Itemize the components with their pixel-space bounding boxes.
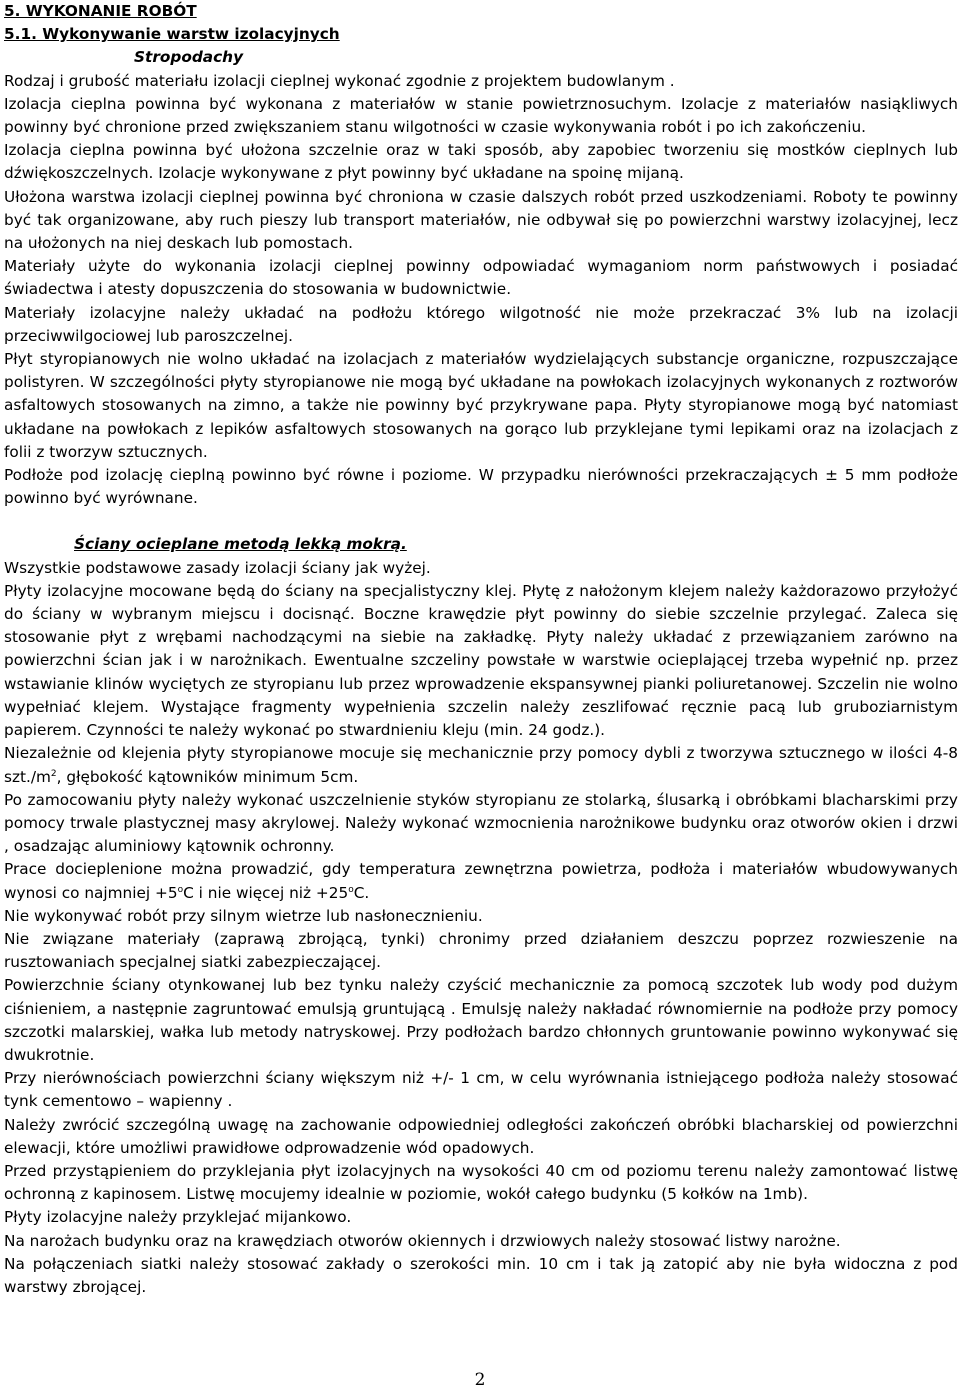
paragraph: Izolacja cieplna powinna być ułożona szczelnie oraz w taki sposób, aby zapobiec tworzeniu się mostków cieplnych lub dźwiękoszczelnych. Izolacje wykonywane z płyt powinny być układane na spoinę mijaną.: [4, 141, 958, 183]
part2-heading: Ściany ocieplane metodą lekką mokrą.: [74, 535, 407, 554]
text-run: C.: [353, 883, 370, 902]
paragraph: Na narożach budynku oraz na krawędziach otworów okiennych i drzwiowych należy stosować listwy narożne.: [4, 1231, 841, 1250]
text-run: Niezależnie od klejenia płyty styropianowe mocuje się mechanicznie przy pomocy dybli z tworzywa sztucznego w ilości 4-8 szt./m: [4, 744, 958, 786]
paragraph: [4, 742, 958, 788]
paragraph: Nie związane materiały (zaprawą zbrojącą, tynki) chronimy przed działaniem deszczu poprzez rozwieszenie na rusztowaniach specjalnej siatki zabezpieczającej.: [4, 929, 958, 972]
paragraph: Płyt styropianowych nie wolno układać na izolacjach z materiałów wydzielających substancje organiczne, rozpuszczające polistyren. W szczególności płyty styropianowe nie mogą być układane na powłokach izolacyjnych wykonanych z roztworów asfaltowych stosowanych na zimno, a także nie powinny być przykrywane papa. Płyty styropianowe mogą być natomiast układane na powłokach z lepików asfaltowych stosowanych na gorąco lub przyklejane tymi lepikami oraz na izolacjach z folii z tworzyw sztucznych.: [4, 350, 958, 461]
page-number: 2: [474, 1370, 486, 1390]
text-run: C i nie więcej niż +25: [183, 883, 349, 902]
paragraph: [4, 858, 958, 904]
paragraph: Ułożona warstwa izolacji cieplnej powinna być chroniona w czasie dalszych robót przed uszkodzeniami. Roboty te powinny być tak organizowane, aby ruch pieszy lub transport materiałów, nie odbywał się po powierzchni warstwy izolacyjnej, lecz na ułożonych na niej deskach lub pomostach.: [4, 187, 958, 253]
paragraph: Należy zwrócić szczególną uwagę na zachowanie odpowiedniej odległości zakończeń obróbki blacharskiej od powierzchni elewacji, które umożliwi prawidłowe odprowadzenie wód opadowych.: [4, 1115, 958, 1157]
superscript: 2: [50, 768, 57, 779]
superscript: o: [177, 884, 184, 895]
section-title: 5. WYKONANIE ROBÓT: [4, 2, 197, 20]
superscript: o: [348, 884, 354, 895]
paragraph: Nie wykonywać robót przy silnym wietrze lub nasłonecznieniu.: [4, 906, 483, 925]
section-subtitle: 5.1. Wykonywanie warstw izolacyjnych: [4, 25, 340, 44]
paragraph: Podłoże pod izolację cieplną powinno być równe i poziome. W przypadku nierówności przekraczających ± 5 mm podłoże powinno być wyrównane.: [4, 466, 958, 508]
paragraph: Na połączeniach siatki należy stosować zakłady o szerokości min. 10 cm i tak ją zatopić aby nie była widoczna z pod warstwy zbrojącej.: [4, 1254, 958, 1296]
paragraph: Po zamocowaniu płyty należy wykonać uszczelnienie styków styropianu ze stolarką, ślusarką i obróbkami blacharskimi przy pomocy trwale plastycznej masy akrylowej. Należy wykonać wzmocnienia narożnikowe budynku oraz otworów okien i drzwi , osadzając aluminiowy kątownik ochronny.: [4, 790, 958, 856]
text-run: , głębokość kątowników minimum 5cm.: [56, 767, 359, 786]
document-page: [4, 0, 958, 1299]
paragraph: Wszystkie podstawowe zasady izolacji ściany jak wyżej.: [4, 558, 431, 577]
paragraph: Materiały izolacyjne należy układać na podłożu którego wilgotność nie może przekraczać 3% lub na izolacji przeciwwilgociowej lub paroszczelnej.: [4, 303, 958, 345]
paragraph: Powierzchnie ściany otynkowanej lub bez tynku należy czyścić mechanicznie za pomocą szczotek lub wody pod dużym ciśnieniem, a następnie zagruntować emulsją gruntującą . Emulsję należy nakładać równomiernie na podłoże przy pomocy szczotki malarskiej, wałka lub metody natryskowej. Przy podłożach bardzo chłonnych gruntowanie powinno wykonywać się dwukrotnie.: [4, 976, 958, 1064]
paragraph: Płyty izolacyjne należy przyklejać mijankowo.: [4, 1208, 352, 1227]
text-run: Prace docieplenione można prowadzić, gdy temperatura zewnętrzna powietrza, podłoża i materiałów wbudowywanych wynosi co najmniej +5: [4, 860, 958, 902]
paragraph: Rodzaj i grubość materiału izolacji cieplnej wykonać zgodnie z projektem budowlanym .: [4, 71, 675, 90]
paragraph: Płyty izolacyjne mocowane będą do ściany na specjalistyczny klej. Płytę z nałożonym klejem należy każdorazowo przyłożyć do ściany w wybranym miejscu i docisnąć. Boczne krawędzie płyt powinny do siebie szczelnie przylegać. Zaleca się stosowanie płyt z wrębami nachodzącymi na siebie na zakładkę. Płyty należy układać z przewiązaniem zarówno na powierzchni ścian jak i w narożnikach. Ewentualne szczeliny powstałe w warstwie ocieplającej trzeba wypełnić np. przez wstawianie klinów wyciętych ze styropianu lub przez wprowadzenie ekspansywnej pianki poliuretanowej. Szczelin nie wolno wypełniać klejem. Wystające fragmenty wypełnienia szczelin należy zeszlifować ręcznie pacą lub gruboziarnistym papierem. Czynności te należy wykonać po stwardnieniu kleju (min. 24 godz.).: [4, 581, 958, 740]
part1-heading: Stropodachy: [134, 48, 244, 67]
paragraph: Przy nierównościach powierzchni ściany większym niż +/- 1 cm, w celu wyrównania istniejącego podłoża należy stosować tynk cementowo – wapienny .: [4, 1069, 958, 1111]
paragraph: Przed przystąpieniem do przyklejania płyt izolacyjnych na wysokości 40 cm od poziomu terenu należy zamontować listwę ochronną z kapinosem. Listwę mocujemy idealnie w poziomie, wokół całego budynku (5 kołków na 1mb).: [4, 1161, 958, 1204]
paragraph: Izolacja cieplna powinna być wykonana z materiałów w stanie powietrznosuchym. Izolacje z materiałów nasiąkliwych powinny być chronione przed zwiększaniem stanu wilgotności w czasie wykonywania robót i po ich zakończeniu.: [4, 94, 958, 137]
paragraph: Materiały użyte do wykonania izolacji cieplnej powinny odpowiadać wymaganiom norm państwowych i posiadać świadectwa i atesty dopuszczenia do stosowania w budownictwie.: [4, 257, 958, 299]
